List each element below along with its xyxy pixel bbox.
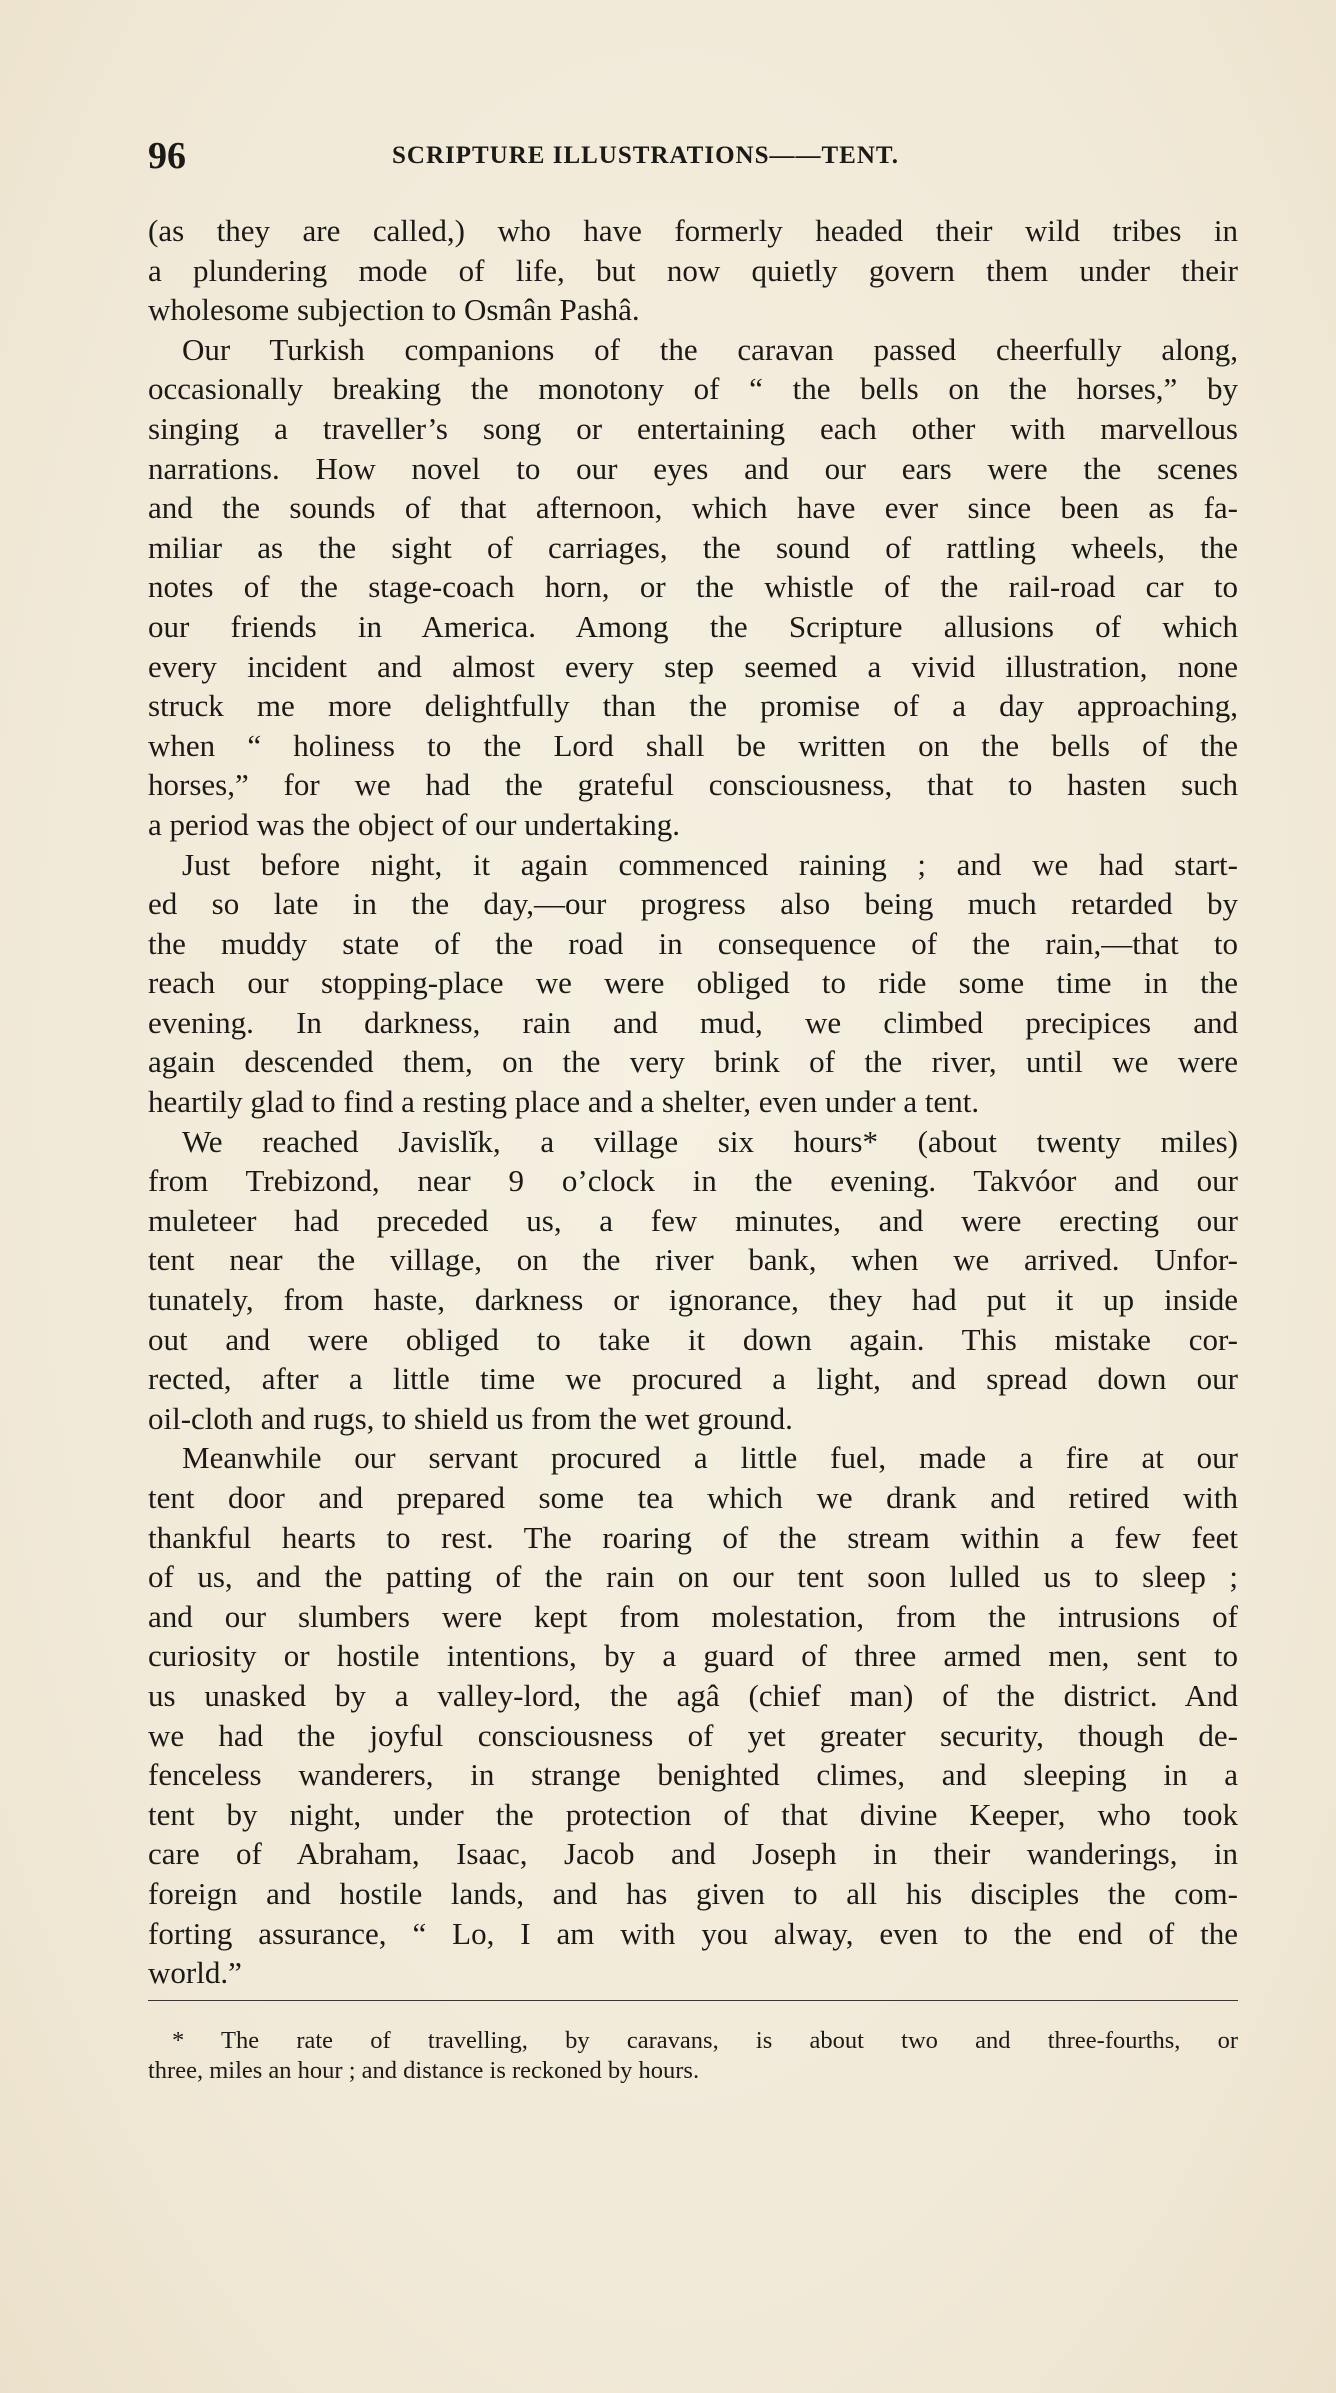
text-line: our friends in America. Among the Scripture allusions of which bbox=[148, 608, 1238, 644]
text-line: a period was the object of our undertaking. bbox=[148, 806, 680, 842]
text-line: rected, after a little time we procured a light, and spread down our bbox=[148, 1361, 1238, 1397]
text-line: (as they are called,) who have formerly headed their wild tribes in bbox=[148, 213, 1238, 248]
text-line: tent near the village, on the river bank, when we arrived. Unfor- bbox=[148, 1242, 1238, 1278]
text-line: tunately, from haste, darkness or ignorance, they had put it up inside bbox=[148, 1282, 1238, 1318]
text-line: when “ holiness to the Lord shall be written on the bells of the bbox=[148, 727, 1238, 763]
text-line: occasionally breaking the monotony of “ the bells on the horses,” by bbox=[148, 371, 1238, 407]
text-line: world.” bbox=[148, 1955, 242, 1991]
text-line: muleteer had preceded us, a few minutes, and were erecting our bbox=[148, 1202, 1238, 1238]
text-line: ed so late in the day,—our progress also being much retarded by bbox=[148, 886, 1238, 922]
text-line: and our slumbers were kept from molestation, from the intrusions of bbox=[148, 1598, 1238, 1634]
text-line: notes of the stage-coach horn, or the whistle of the rail-road car to bbox=[148, 569, 1238, 605]
text-line: of us, and the patting of the rain on our tent soon lulled us to sleep ; bbox=[148, 1559, 1238, 1595]
footnote-line: * The rate of travelling, by caravans, is about two and three-fourths, or bbox=[172, 2027, 1238, 2054]
text-line: a plundering mode of life, but now quietly govern them under their bbox=[148, 252, 1238, 288]
footnote-line: three, miles an hour ; and distance is reckoned by hours. bbox=[148, 2057, 700, 2084]
text-line: we had the joyful consciousness of yet greater security, though de- bbox=[148, 1717, 1238, 1753]
text-line: miliar as the sight of carriages, the sound of rattling wheels, the bbox=[148, 529, 1238, 565]
text-line: evening. In darkness, rain and mud, we climbed precipices and bbox=[148, 1004, 1238, 1040]
text-line: thankful hearts to rest. The roaring of the stream within a few feet bbox=[148, 1519, 1238, 1555]
text-line: tent by night, under the protection of that divine Keeper, who took bbox=[148, 1796, 1238, 1832]
text-line: forting assurance, “ Lo, I am with you alway, even to the end of the bbox=[148, 1915, 1238, 1951]
text-line: We reached Javislĭk, a village six hours* (about twenty miles) bbox=[182, 1123, 1238, 1159]
footnote bbox=[148, 2026, 1238, 2086]
text-line: Just before night, it again commenced raining ; and we had start- bbox=[182, 846, 1238, 882]
page-number: 96 bbox=[148, 135, 186, 177]
text-line: again descended them, on the very brink of the river, until we were bbox=[148, 1044, 1238, 1080]
text-line: the muddy state of the road in consequence of the rain,—that to bbox=[148, 925, 1238, 961]
text-line: struck me more delightfully than the promise of a day approaching, bbox=[148, 688, 1238, 724]
text-line: from Trebizond, near 9 o’clock in the evening. Takvóor and our bbox=[148, 1163, 1238, 1199]
text-line: fenceless wanderers, in strange benighted climes, and sleeping in a bbox=[148, 1757, 1238, 1793]
text-line: Meanwhile our servant procured a little fuel, made a fire at our bbox=[182, 1440, 1238, 1476]
text-line: tent door and prepared some tea which we drank and retired with bbox=[148, 1480, 1238, 1515]
text-line: Our Turkish companions of the caravan passed cheerfully along, bbox=[182, 331, 1238, 367]
text-line: curiosity or hostile intentions, by a guard of three armed men, sent to bbox=[148, 1638, 1238, 1674]
text-line: every incident and almost every step seemed a vivid illustration, none bbox=[148, 648, 1238, 684]
text-line: reach our stopping-place we were obliged to ride some time in the bbox=[148, 965, 1238, 1001]
text-line: and the sounds of that afternoon, which have ever since been as fa- bbox=[148, 490, 1238, 526]
text-line: oil-cloth and rugs, to shield us from the wet ground. bbox=[148, 1400, 793, 1436]
text-line: wholesome subjection to Osmân Pashâ. bbox=[148, 292, 640, 328]
page-header bbox=[148, 132, 1238, 180]
footnote-divider bbox=[148, 2000, 1238, 2001]
text-line: foreign and hostile lands, and has given to all his disciples the com- bbox=[148, 1875, 1238, 1911]
text-line: us unasked by a valley-lord, the agâ (chief man) of the district. And bbox=[148, 1677, 1238, 1713]
text-line: horses,” for we had the grateful consciousness, that to hasten such bbox=[148, 767, 1238, 803]
text-line: out and were obliged to take it down again. This mistake cor- bbox=[148, 1321, 1238, 1357]
text-line: singing a traveller’s song or entertaining each other with marvellous bbox=[148, 410, 1238, 446]
text-line: narrations. How novel to our eyes and our ears were the scenes bbox=[148, 450, 1238, 486]
running-head: SCRIPTURE ILLUSTRATIONS——TENT. bbox=[392, 142, 899, 169]
body-text bbox=[148, 211, 1238, 1993]
text-line: care of Abraham, Isaac, Jacob and Joseph in their wanderings, in bbox=[148, 1836, 1238, 1872]
text-line: heartily glad to find a resting place and a shelter, even under a tent. bbox=[148, 1084, 980, 1120]
